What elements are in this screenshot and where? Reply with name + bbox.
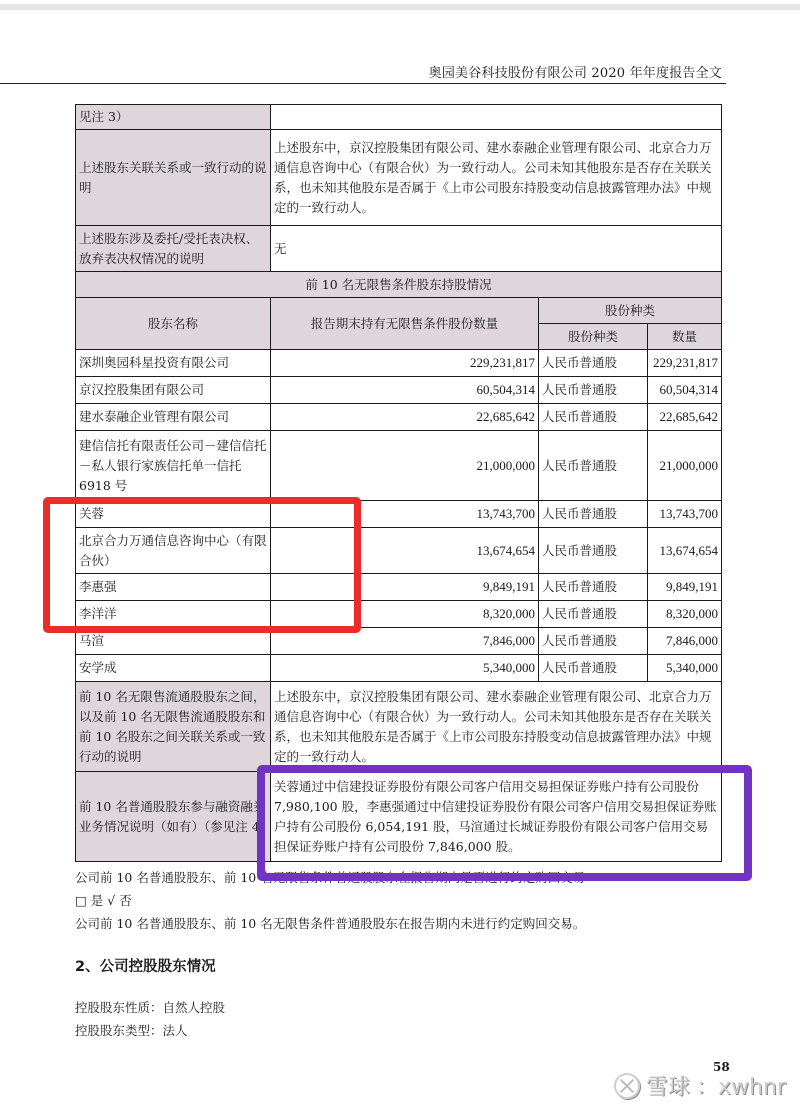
note-row: [76, 105, 722, 130]
shareholder-type: 人民币普通股: [539, 431, 648, 501]
shareholder-amount: 13,674,654: [648, 528, 722, 574]
shareholder-amount: 22,685,642: [648, 404, 722, 431]
shareholder-amount: 60,504,314: [648, 377, 722, 404]
shareholder-amount: 229,231,817: [648, 350, 722, 377]
repurchase-checkbox-line: □ 是 √ 否: [75, 893, 132, 908]
shareholder-name: 马渲: [76, 628, 271, 655]
margin-trading-label: 前 10 名普通股股东参与融资融券业务情况说明（如有）（参见注 4）: [76, 772, 271, 862]
shareholder-name: 李惠强: [76, 574, 271, 601]
shareholder-name: 建水泰融企业管理有限公司: [76, 404, 271, 431]
shareholder-type: 人民币普通股: [539, 528, 648, 574]
shareholder-name: 关蓉: [76, 501, 271, 528]
shareholder-amount: 7,846,000: [648, 628, 722, 655]
top10-relation-value: 上述股东中，京汉控股集团有限公司、建水泰融企业管理有限公司、北京合力万通信息咨询中心（有限合伙）为一致行动人。公司未知其他股东是否存在关联关系，也未知其他股东是否属于《上市公司股东持股变动信息披露管理办法》中规定的一致行动人。: [271, 682, 722, 772]
section-header: 前 10 名无限售条件股东持股情况: [76, 272, 722, 298]
relation-value: 上述股东中，京汉控股集团有限公司、建水泰融企业管理有限公司、北京合力万通信息咨询中心（有限合伙）为一致行动人。公司未知其他股东是否存在关联关系，也未知其他股东是否属于《上市公司股东持股变动信息披露管理办法》中规定的一致行动人。: [271, 130, 722, 226]
shareholder-type: 人民币普通股: [539, 377, 648, 404]
shareholder-qty: 8,320,000: [271, 601, 539, 628]
shareholder-type: 人民币普通股: [539, 628, 648, 655]
shareholder-type: 人民币普通股: [539, 404, 648, 431]
shareholder-qty: 22,685,642: [271, 404, 539, 431]
note-label: 见注 3）: [76, 105, 271, 130]
watermark: [614, 1070, 786, 1101]
shareholder-type: 人民币普通股: [539, 501, 648, 528]
shareholder-amount: 13,743,700: [648, 501, 722, 528]
shareholder-qty: 60,504,314: [271, 377, 539, 404]
column-header-row-1: [76, 298, 722, 324]
col-header-name: 股东名称: [76, 298, 271, 350]
shareholder-type: 人民币普通股: [539, 574, 648, 601]
shareholder-name: 北京合力万通信息咨询中心（有限合伙）: [76, 528, 271, 574]
shareholder-name: 京汉控股集团有限公司: [76, 377, 271, 404]
shareholder-name: 李洋洋: [76, 601, 271, 628]
note-value: [271, 105, 722, 130]
top-edge-bar: [0, 4, 800, 10]
purple-highlight-box: [257, 765, 752, 881]
voting-label: 上述股东涉及委托/受托表决权、放弃表决权情况的说明: [76, 226, 271, 272]
col-header-amount: 数量: [648, 324, 722, 350]
shareholder-table: [75, 104, 722, 862]
repurchase-statement: 公司前 10 名普通股股东、前 10 名无限售条件普通股股东在报告期内未进行约定购回交易。: [75, 916, 586, 931]
col-header-share-type: 股份种类: [539, 324, 648, 350]
table-row: [76, 655, 722, 682]
report-header-title: 奥园美谷科技股份有限公司 2020 年年度报告全文: [428, 66, 722, 81]
shareholder-name: 安学成: [76, 655, 271, 682]
shareholder-amount: 8,320,000: [648, 601, 722, 628]
shareholder-amount: 5,340,000: [648, 655, 722, 682]
voting-value: 无: [271, 226, 722, 272]
controlling-shareholder-nature: 控股股东性质：自然人控股: [75, 1000, 226, 1015]
relation-label: 上述股东关联关系或一致行动的说明: [76, 130, 271, 226]
shareholder-name: 深圳奥园科星投资有限公司: [76, 350, 271, 377]
shareholder-qty: 229,231,817: [271, 350, 539, 377]
watermark-user: ：xwhnr: [696, 1075, 786, 1100]
shareholder-qty: 13,743,700: [271, 501, 539, 528]
header-rule: [0, 83, 726, 84]
top10-relation-row: [76, 682, 722, 772]
shareholder-amount: 9,849,191: [648, 574, 722, 601]
shareholder-qty: 5,340,000: [271, 655, 539, 682]
shareholder-type: 人民币普通股: [539, 655, 648, 682]
shareholder-amount: 21,000,000: [648, 431, 722, 501]
shareholder-type: 人民币普通股: [539, 350, 648, 377]
table-row: [76, 350, 722, 377]
top10-relation-label: 前 10 名无限售流通股股东之间，以及前 10 名无限售流通股股东和前 10 名股东之间关联关系或一致行动的说明: [76, 682, 271, 772]
table-row: [76, 377, 722, 404]
shareholder-qty: 9,849,191: [271, 574, 539, 601]
shareholder-name: 建信信托有限责任公司－建信信托－私人银行家族信托单一信托 6918 号: [76, 431, 271, 501]
xueqiu-logo-icon: [614, 1073, 640, 1099]
margin-trading-value: 关蓉通过中信建投证券股份有限公司客户信用交易担保证券账户持有公司股份 7,980,100 股，李惠强通过中信建投证券股份有限公司客户信用交易担保证券账户持有公司股份 6,054,191 股，马渲通过长城证券股份有限公司客户信用交易担保证券账户持有公司股份 7,846,000 股。: [271, 772, 722, 862]
controlling-shareholder-type: 控股股东类型：法人: [75, 1023, 188, 1038]
repurchase-question: 公司前 10 名普通股股东、前 10 名无限售条件普通股股东在报告期内是否进行约定购回交易: [75, 870, 586, 885]
voting-row: [76, 226, 722, 272]
shareholder-type: 人民币普通股: [539, 601, 648, 628]
col-header-share-type-group: 股份种类: [539, 298, 722, 324]
page-number: 58: [713, 1060, 730, 1074]
red-highlight-box: [43, 497, 361, 633]
shareholder-qty: 13,674,654: [271, 528, 539, 574]
section-2-title: 2、公司控股股东情况: [75, 959, 216, 975]
shareholder-qty: 21,000,000: [271, 431, 539, 501]
col-header-qty: 报告期末持有无限售条件股份数量: [271, 298, 539, 350]
table-row: [76, 404, 722, 431]
table-row: [76, 431, 722, 501]
relation-row: [76, 130, 722, 226]
watermark-brand: 雪球: [646, 1075, 691, 1100]
shareholder-qty: 7,846,000: [271, 628, 539, 655]
section-header-row: [76, 272, 722, 298]
